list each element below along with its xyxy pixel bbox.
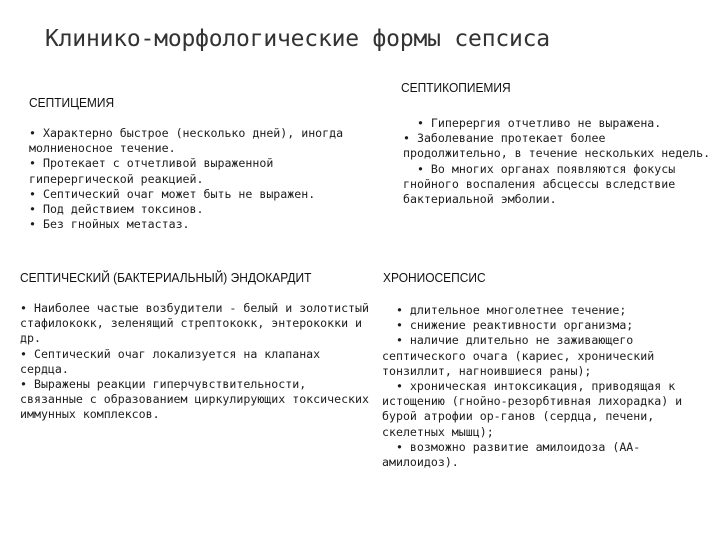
list-item: • Септический очаг локализуется на клапанах сердца. [20, 346, 328, 376]
septicemia-list [29, 126, 374, 232]
septicemia-heading: СЕПТИЦЕМИЯ [29, 95, 115, 110]
endocarditis-list [20, 301, 376, 423]
chroniosepsis-heading: ХРОНИОСЕПСИС [383, 270, 486, 285]
list-item: • Характерно быстрое (несколько дней), иногда молниеносное течение. [29, 126, 351, 156]
list-item: • Септический очаг может быть не выражен. [29, 186, 316, 201]
list-item: • возможно развитие амилоидоза (АА-амилоидоз). [382, 439, 641, 470]
endocarditis-heading: СЕПТИЧЕСКИЙ (БАКТЕРИАЛЬНЫЙ) ЭНДОКАРДИТ [20, 270, 312, 285]
list-item: • Заболевание протекает более продолжительно, в течение нескольких недель. [403, 131, 711, 161]
list-item: • Во многих органах появляются фокусы гнойного воспаления абсцессы вследствие бактериальной эмболии. [403, 161, 683, 207]
list-item: • снижение реактивности организма; [382, 318, 634, 333]
list-item: • длительное многолетнее течение; [382, 303, 627, 317]
septicopyemia-heading: СЕПТИКОПИЕМИЯ [401, 80, 511, 95]
list-item: • Выражены реакции гиперчувствительности, связанные с образованием циркулирующих токсических иммунных комплексов. [20, 377, 376, 422]
list-item: • Гиперергия отчетливо не выражена. [403, 116, 662, 130]
list-item: • Протекает с отчетливой выраженной гиперергической реакцией. [29, 156, 281, 186]
slide-title: Клинико-морфологические формы сепсиса [45, 26, 550, 52]
list-item: • наличие длительно не заживающего септического очага (кариес, хронический тонзиллит, нагноившиеся раны); [382, 333, 662, 378]
list-item: • Под действием токсинов. [29, 202, 204, 217]
list-item: • Наиболее частые возбудители - белый и золотистый стафилококк, зеленящий стрептококк, энтерококки и др. [20, 301, 376, 346]
chroniosepsis-list [382, 303, 712, 470]
septicopyemia-list [403, 116, 713, 207]
list-item: • хроническая интоксикация, приводящая к истощению (гнойно-резорбтивная лихорадка) и бурой атрофии ор-ганов (сердца, печени, скелетных мышц); [382, 379, 690, 439]
list-item: • Без гнойных метастаз. [29, 217, 190, 232]
